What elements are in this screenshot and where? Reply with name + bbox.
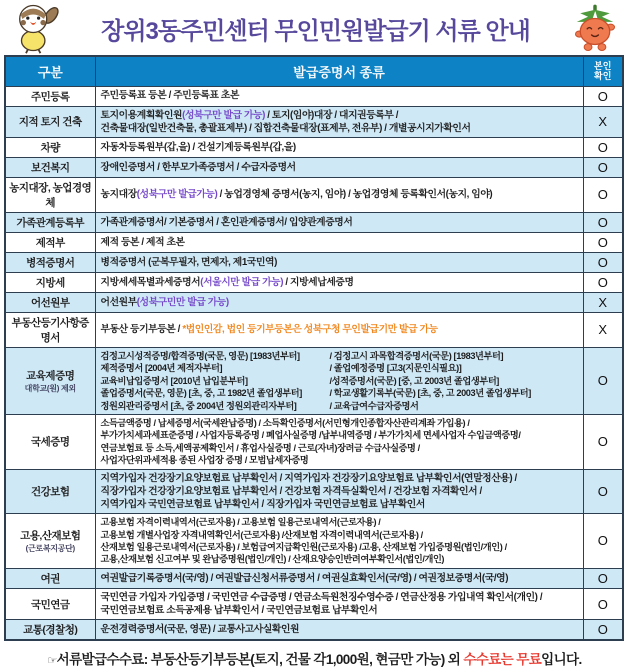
identity-check-cell: X [583,106,623,137]
table-row [5,212,623,232]
document-line: 여권발급기록증명서(국/영) / 여권발급신청서류증명서 / 여권실효확인서(국/영) / 여권정보증명서(국/영) [100,572,509,584]
document-line: 검정고시성적증명/합격증명(국문, 영문) [1983년부터] / 검정고시 과목합격증명서(국문) [1983년부터] [100,350,504,361]
identity-check-cell: O [583,469,623,514]
identity-check-cell: O [583,414,623,469]
document-line: 국민연금 가입자 가입증명 / 국민연금 수급증명 / 연금소득원천징수영수증 / 연금산정용 가입내역 확인서(개인) / [100,591,543,603]
table-header-row [5,56,623,86]
category-cell: 교육제증명 대학교(원) 제외 [5,347,95,414]
table-head [5,56,623,86]
category-cell: 지방세 [5,272,95,292]
persimmon-mascot-icon [569,2,621,54]
document-line: 운전경력증명서(국문, 영문) / 교통사고사실확인원 [100,624,300,636]
table-row [5,232,623,252]
document-line: 고용보험 개별사업장 자격내역확인서(근로자용) /산재보험 자격이력내역서(근로자용) / [100,529,423,540]
documents-cell [95,347,583,414]
document-line: 고용,산재보험 신고여부 및 완납증명원(법인/개인) / 산재요양승인반려여부확인서(법인/개인) [100,554,445,565]
category-cell: 교통(경찰청) [5,620,95,641]
document-line: 제적증명서 [2004년 제적자부터] / 졸업예정증명 [고3(지문인식필요)] [100,363,462,374]
table-row [5,312,623,347]
document-guide-table [4,55,624,641]
table-row [5,177,623,212]
document-line: 장애인증명서 / 한부모가족증명서 / 수급자증명서 [100,161,296,173]
document-line: 제적 등본 / 제적 초본 [100,236,185,248]
table-row [5,137,623,157]
document-line: 토지이용계획확인원(성북구만 발급 가능) / 토지(임야)대장 / 대지권등록부 / [100,109,399,121]
document-line: 지역가입자 국민연금보험료 납부확인서 / 직장가입자 국민연금보험료 납부확인서 [100,498,425,510]
documents-cell [95,514,583,569]
documents-cell [95,106,583,137]
page-header [0,0,629,54]
table-row [5,620,623,641]
documents-cell [95,588,583,619]
document-line: 사업자단위과세적용 종된 사업장 증명 / 모범납세자증명 [100,455,309,466]
documents-cell [95,568,583,588]
identity-check-cell: O [583,347,623,414]
documents-cell [95,312,583,347]
bird-mascot-icon [8,1,62,55]
document-line: 연금보험료 등 소득,세액공제확인서 / 휴업사실증명 / 근로(자녀)장려금 수급사실증명 / [100,442,420,453]
identity-check-cell: X [583,312,623,347]
table-row [5,106,623,137]
category-cell: 부동산등기사항증명서 [5,312,95,347]
documents-cell [95,157,583,177]
documents-cell [95,252,583,272]
category-cell: 국민연금 [5,588,95,619]
table-row [5,272,623,292]
documents-cell [95,177,583,212]
table-row [5,588,623,619]
category-cell: 가족관계등록부 [5,212,95,232]
document-line: 졸업증명서(국문, 영문) [초, 중, 고 1982년 졸업생부터] / 학교생활기록부(국문) [초, 중, 고 2003년 졸업생부터] [100,388,531,399]
footer-text-before: 서류발급수수료: 부동산등기부등본(토지, 건물 각1,000원, 현금만 가능) 외 [56,652,464,668]
identity-check-cell: O [583,620,623,641]
table-row [5,347,623,414]
category-cell: 농지대장, 농업경영체 [5,177,95,212]
document-line: 직장가입자 건강장기요양보험료 납부확인서 / 건강보험 자격득실확인서 / 건강보험 자격확인서 / [100,485,482,497]
pointing-hand-icon: ☞ [47,655,57,668]
column-header-category: 구분 [5,56,95,86]
column-header-identity-check [583,56,623,86]
category-cell: 고용,산재보험 (근로복지공단) [5,514,95,569]
category-cell: 제적부 [5,232,95,252]
category-cell: 지적 토지 건축 [5,106,95,137]
identity-check-cell: O [583,232,623,252]
identity-check-cell: X [583,292,623,312]
document-line: 부가가치세과세표준증명 / 사업자등록증명 / 폐업사실증명 /납부내역증명 / 부가가치세 면세사업자 수입금액증명/ [100,430,521,441]
identity-check-cell: O [583,588,623,619]
document-line: 정원외관리증명서 [초, 중 2004년 정원외관리자부터] / 교육급여수급자증명서 [100,400,419,411]
table-row [5,514,623,569]
identity-check-cell: O [583,212,623,232]
category-cell: 여권 [5,568,95,588]
document-line: 부동산 등기부등본 / *법인인감, 법인 등기부등본은 성북구청 무인발급기만 발급 가능 [100,324,438,336]
identity-check-cell: O [583,177,623,212]
identity-check-cell: O [583,252,623,272]
category-subtext: 대학교(원) 제외 [24,383,76,393]
table-row [5,157,623,177]
category-cell: 건강보험 [5,469,95,514]
footer-note [0,648,629,668]
category-cell: 국세증명 [5,414,95,469]
table-row [5,414,623,469]
documents-cell [95,414,583,469]
category-cell: 어선원부 [5,292,95,312]
table-row [5,292,623,312]
table-row [5,86,623,106]
table-body [5,86,623,640]
document-line: 가족관계증명서/ 기본증명서 / 혼인관계증명서/ 입양관계증명서 [100,216,353,228]
document-line: 소득금액증명 / 납세증명서(국세완납증명) / 소득확인증명서(서민형개인종합자산관리계좌 가입용) / [100,417,470,428]
documents-cell [95,137,583,157]
table-row [5,252,623,272]
documents-cell [95,232,583,252]
column-header-documents: 발급증명서 종류 [95,56,583,86]
document-line: 고용보험 자격이력내역서(근로자용) / 고용보험 일용근로내역서(근로자용) / [100,517,381,528]
documents-cell [95,212,583,232]
document-line: 어선원부(성북구민만 발급 가능) [100,296,229,308]
category-cell: 차량 [5,137,95,157]
document-line: 자동차등록원부(갑,을) / 건설기계등록원부(갑,을) [100,141,296,153]
identity-check-cell: O [583,137,623,157]
footer-fee-highlight: 수수료는 무료 [463,652,542,668]
documents-cell [95,86,583,106]
documents-cell [95,272,583,292]
identity-check-line2: 확인 [594,71,612,82]
footer-text-after: 입니다. [541,652,582,668]
identity-check-cell: O [583,157,623,177]
identity-check-line1: 본인 [594,61,612,72]
category-cell: 주민등록 [5,86,95,106]
category-cell: 병적증명서 [5,252,95,272]
identity-check-cell: O [583,86,623,106]
documents-cell [95,292,583,312]
page-title: 장위3동주민센터 무인민원발급기 서류 안내 [101,17,530,45]
document-line: 교육비납입증명서 [2010년 납입분부터] /성적증명서(국문) [중, 고 2003년 졸업생부터] [100,375,499,386]
document-line: 주민등록표 등본 / 주민등록표 초본 [100,90,240,102]
document-line: 건축물대장(일반건축물, 총괄표제부) / 집합건축물대장(표제부, 전유부) / 개별공시지가확인서 [100,122,471,134]
document-line: 지역가입자 건강장기요양보험료 납부확인서 / 지역가입자 건강장기요양보험료 납부확인서(연말정산용) / [100,472,517,484]
category-subtext: (근로복지공단) [25,543,75,553]
documents-cell [95,469,583,514]
identity-check-cell: O [583,568,623,588]
identity-check-cell: O [583,272,623,292]
document-line: 농지대장(성북구만 발급가능) / 농업경영체 증명서(농지, 임야) / 농업경영체 등록확인서(농지, 임야) [100,189,493,201]
category-cell: 보건복지 [5,157,95,177]
document-line: 국민연금보험료 소득공제용 납부확인서 / 국민연금보험료 납부확인서 [100,605,378,616]
table-row [5,568,623,588]
document-line: 병적증명서 (군복무필자, 면제자, 제1국민역) [100,256,277,268]
documents-cell [95,620,583,641]
identity-check-cell: O [583,514,623,569]
document-line: 산재보험 일용근로내역서(근로자용) / 보험급여지급확인원(근로자용) /고용, 산재보험 가입증명원(법인/개인) / [100,541,507,552]
document-line: 지방세세목별과세증명서(서울시만 발급 가능) / 지방세납세증명 [100,276,354,288]
table-row [5,469,623,514]
